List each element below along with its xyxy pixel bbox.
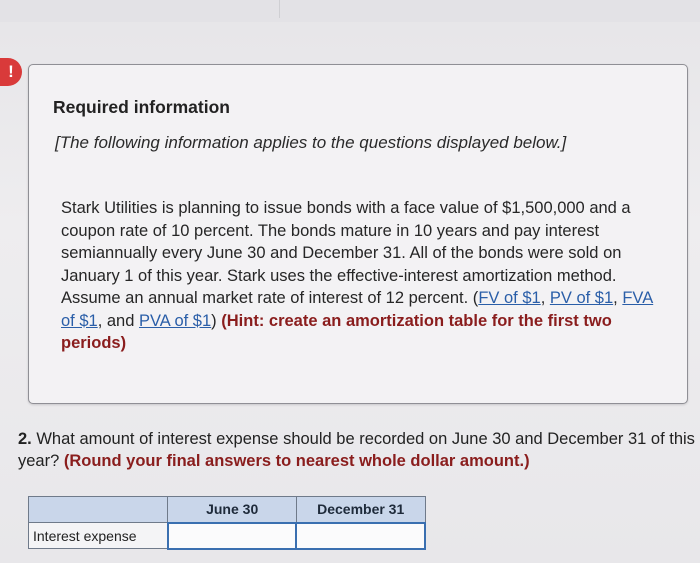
top-strip (0, 0, 700, 22)
tab-edge (240, 0, 280, 18)
info-title: Required information (53, 97, 230, 117)
december-31-interest-expense-input[interactable] (297, 524, 424, 548)
june-30-interest-expense-input[interactable] (169, 524, 295, 548)
fva-of-1-link[interactable]: FVA of $1 (61, 289, 654, 330)
table-row (29, 523, 426, 549)
pva-of-1-link[interactable]: PVA of $1 (139, 311, 212, 330)
question-text: What amount of interest expense should be recorded on June 30 and December 31 of this year? (18, 430, 695, 470)
question-2 (18, 428, 698, 472)
june-30-input-cell[interactable] (168, 523, 296, 549)
link-separator: , (540, 289, 550, 307)
rounding-instruction: (Round your final answers to nearest whole dollar amount.) (63, 452, 530, 470)
exclamation-icon (0, 58, 22, 86)
link-separator: , (613, 289, 623, 307)
alert-glyph: ! (8, 62, 14, 81)
pv-of-1-link[interactable]: PV of $1 (549, 289, 614, 307)
info-body (61, 197, 661, 355)
link-separator: , and (97, 311, 139, 330)
answer-table (28, 496, 426, 550)
required-information-box (28, 64, 688, 404)
fv-of-1-link[interactable]: FV of $1 (478, 289, 541, 307)
table-header-row (29, 497, 426, 523)
info-body-text: Stark Utilities is planning to issue bonds with a face value of $1,500,000 and a coupon rate of 10 percent. The bonds mature in 10 years and pay interest semiannually every June 30 and December 31. All of the bonds were sold on January 1 of this year. Stark uses the effective-interest amortization method. Assume an annual market rate of interest of 12 percent. ( (61, 199, 631, 307)
info-intro: [The following information applies to the questions displayed below.] (55, 133, 567, 152)
column-header-december-31: December 31 (296, 497, 425, 523)
close-paren: ) (211, 311, 217, 330)
column-header-june-30: June 30 (168, 497, 296, 523)
hint-text: (Hint: create an amortization table for the first two periods) (61, 311, 612, 352)
row-label-interest-expense: Interest expense (29, 523, 168, 549)
table-corner (29, 497, 168, 523)
question-number: 2. (18, 430, 32, 448)
december-31-input-cell[interactable] (296, 523, 425, 549)
